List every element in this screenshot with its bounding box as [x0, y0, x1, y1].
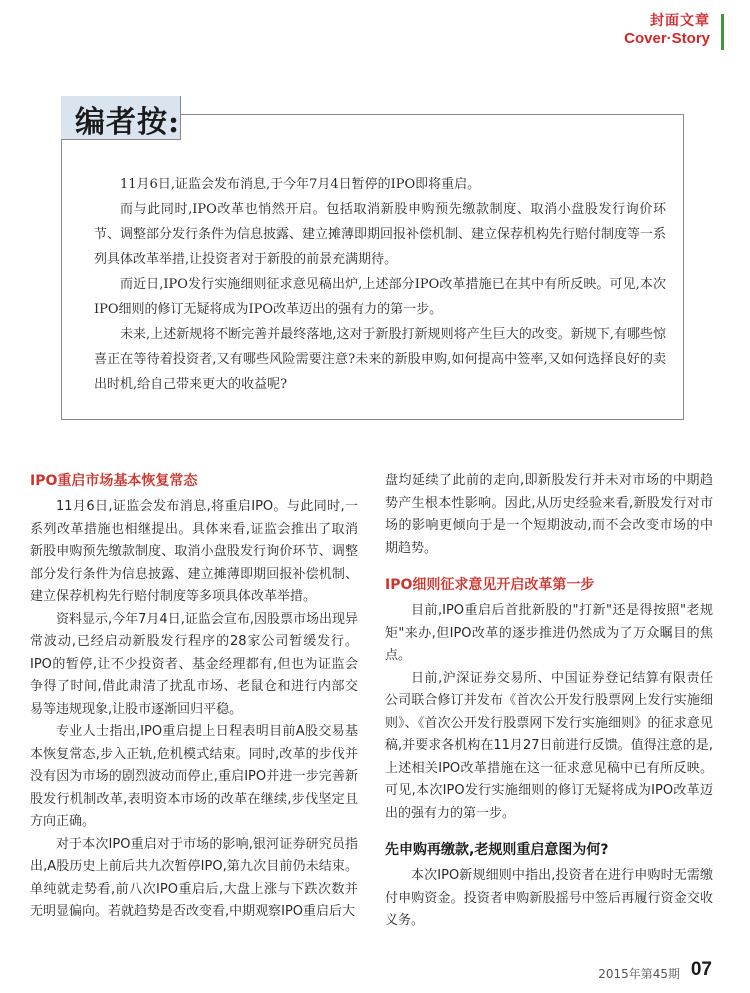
- issue-number: 2015年第45期: [598, 967, 680, 981]
- section-header: [550, 10, 750, 54]
- body-paragraph: 本次IPO新规细则中指出,投资者在进行申购时无需缴付申购资金。投资者申购新股摇号中签后再履行资金交收义务。: [385, 868, 713, 928]
- body-paragraph: 对于本次IPO重启对于市场的影响,银河证券研究员指出,A股历史上前后共九次暂停IPO,第九次目前仍未结束。单纯就走势看,前八次IPO重启后,大盘上涨与下跌次数并无明显偏向。若就趋势是否改变看,中期观察IPO重启后大: [30, 836, 358, 919]
- section-name-en: Cover·Story: [624, 30, 710, 47]
- left-column: [30, 470, 358, 924]
- body-paragraph: 11月6日,证监会发布消息,将重启IPO。与此同时,一系列改革措施也相继提出。具体来看,证监会推出了取消新股申购预先缴款制度、取消小盘股发行询价环节、调整部分发行条件为信息披露、建立摊薄即期回报补偿机制、建立保荐机构先行赔付制度等多项具体改革举措。: [30, 499, 358, 604]
- editor-note-body: [94, 172, 666, 397]
- editor-note-paragraph: 而近日,IPO发行实施细则征求意见稿出炉,上述部分IPO改革措施已在其中有所反映。可见,本次IPO细则的修订无疑将成为IPO改革迈出的强有力的第一步。: [94, 277, 666, 317]
- editor-note-paragraph: 11月6日,证监会发布消息,于今年7月4日暂停的IPO即将重启。: [120, 177, 481, 192]
- header-accent-bar: [721, 14, 724, 50]
- editor-note-paragraph: 未来,上述新规将不断完善并最终落地,这对于新股打新规则将产生巨大的改变。新规下,有哪些惊喜正在等待着投资者,又有哪些风险需要注意?未来的新股申购,如何提高中签率,又如何选择良好的卖出时机,给自己带来更大的收益呢?: [94, 327, 666, 392]
- body-paragraph: 资料显示,今年7月4日,证监会宣布,因股票市场出现异常波动,已经启动新股发行程序的28家公司暂缓发行。IPO的暂停,让不少投资者、基金经理都有,但也为证监会争得了时间,借此肃清了扰乱市场、老鼠仓和进行内部交易等违规现象,让股市逐渐回归平稳。: [30, 611, 358, 717]
- page-number: 07: [690, 959, 712, 980]
- body-paragraph: 目前,IPO重启后首批新股的"打新"还是得按照"老规矩"来办,但IPO改革的逐步推进仍然成为了万众瞩目的焦点。: [385, 603, 713, 663]
- section-title-ipo-restart: IPO重启市场基本恢复常态: [30, 473, 198, 489]
- body-paragraph-continuation: 盘均延续了此前的走向,即新股发行并未对市场的中期趋势产生根本性影响。因此,从历史经验来看,新股发行对市场的影响更倾向于是一个短期波动,而不会改变市场的中期趋势。: [385, 473, 713, 556]
- section-title-subscription: 先申购再缴款,老规则重启意图为何?: [385, 842, 609, 858]
- editor-note-title: 编者按:: [75, 105, 181, 140]
- right-column: [385, 470, 713, 933]
- section-name-cn: 封面文章: [650, 13, 710, 29]
- section-title-ipo-rules: IPO细则征求意见开启改革第一步: [385, 577, 595, 593]
- body-paragraph: 专业人士指出,IPO重启提上日程表明目前A股交易基本恢复常态,步入正轨,危机模式结束。同时,改革的步伐并没有因为市场的剧烈波动而停止,重启IPO并进一步完善新股发行机制改革,表明资本市场的改革在继续,步伐坚定且方向正确。: [30, 724, 358, 829]
- editor-note-paragraph: 而与此同时,IPO改革也悄然开启。包括取消新股申购预先缴款制度、取消小盘股发行询价环节、调整部分发行条件为信息披露、建立摊薄即期回报补偿机制、建立保荐机构先行赔付制度等一系列具体改革举措,让投资者对于新股的前景充满期待。: [94, 202, 667, 267]
- body-paragraph: 日前,沪深证券交易所、中国证券登记结算有限责任公司联合修订并发布《首次公开发行股票网上发行实施细则》、《首次公开发行股票网下发行实施细则》的征求意见稿,并要求各机构在11月27日前进行反馈。值得注意的是,上述相关IPO改革措施在这一征求意见稿中已有所反映。可见,本次IPO发行实施细则的修订无疑将成为IPO改革迈出的强有力的第一步。: [385, 670, 713, 821]
